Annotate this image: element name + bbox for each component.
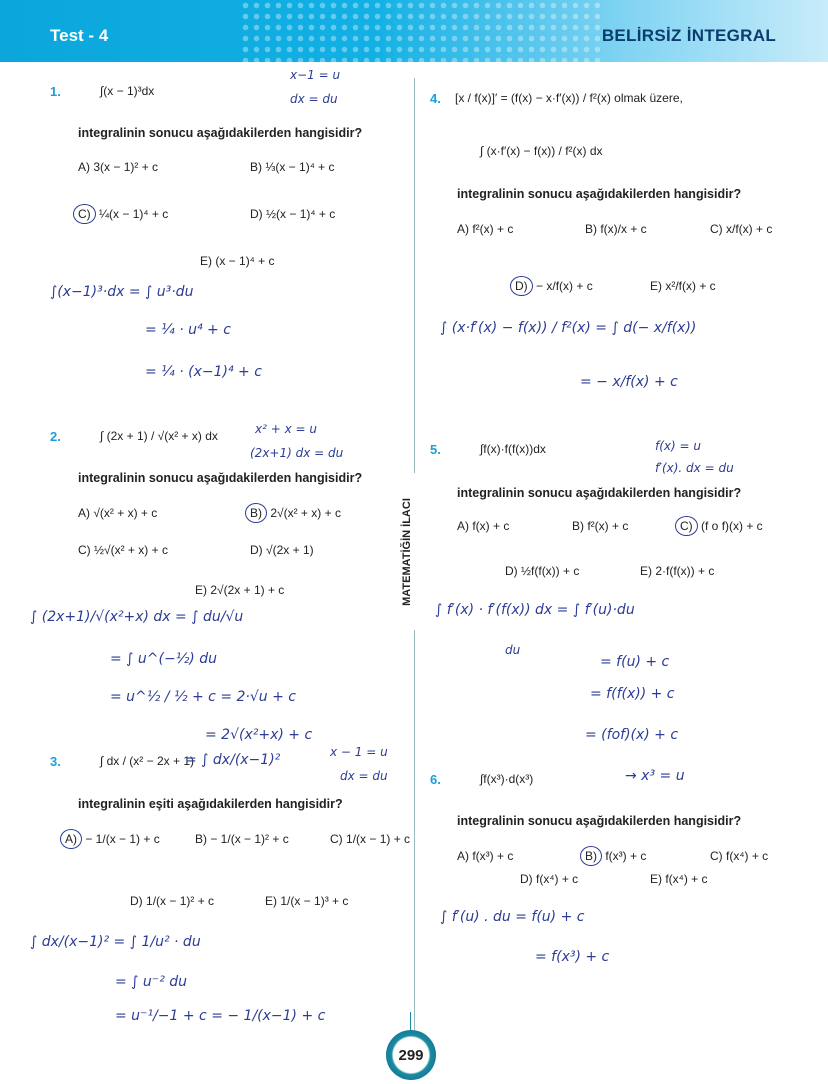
option-label: E) <box>200 254 212 268</box>
handwritten-note: = f(f(x)) + c <box>590 686 675 702</box>
answer-option-c[interactable] <box>78 207 168 221</box>
option-text: 3(x − 1)² + c <box>93 160 159 174</box>
option-text: √(2x + 1) <box>266 543 314 557</box>
option-text: 2·f(f(x)) + c <box>655 564 715 578</box>
option-text: ⅓(x − 1)⁴ + c <box>265 160 335 174</box>
question-stem: ∫(x − 1)³dx <box>100 84 155 98</box>
answer-option-d[interactable] <box>505 564 579 578</box>
answer-option-a[interactable] <box>457 222 513 236</box>
option-label: E) <box>195 583 207 597</box>
answer-option-b[interactable] <box>572 519 628 533</box>
option-text: f(x⁴) + c <box>665 872 708 886</box>
option-text: − x/f(x) + c <box>536 279 593 293</box>
header-dot-pattern <box>240 0 600 62</box>
option-text: (f o f)(x) + c <box>701 519 763 533</box>
question-stem: ∫ dx / (x² − 2x + 1) <box>100 754 194 768</box>
option-text: f(x⁴) + c <box>536 872 579 886</box>
option-label: D) <box>130 894 143 908</box>
question-stem: ∫ (2x + 1) / √(x² + x) dx <box>100 429 218 443</box>
option-label: D) <box>510 276 533 296</box>
handwritten-note: ∫ f′(x) · f′(f(x)) dx = ∫ f′(u)·du <box>435 602 635 618</box>
handwritten-note: dx = du <box>290 92 338 106</box>
handwritten-note: ∫ f′(u) . du = f(u) + c <box>440 909 585 925</box>
answer-option-e[interactable] <box>650 872 708 886</box>
handwritten-note: (2x+1) dx = du <box>250 446 344 460</box>
answer-option-e[interactable] <box>195 583 284 597</box>
option-text: ¼(x − 1)⁴ + c <box>99 207 169 221</box>
option-label: E) <box>265 894 277 908</box>
option-text: x/f(x) + c <box>726 222 773 236</box>
handwritten-note: = u⁻¹/−1 + c = − 1/(x−1) + c <box>115 1008 326 1024</box>
option-label: D) <box>505 564 518 578</box>
question-prompt: integralinin sonucu aşağıdakilerden hangisidir? <box>457 187 742 201</box>
answer-option-c[interactable] <box>710 849 768 863</box>
page-number: 299 <box>386 1030 436 1080</box>
question-stem: ∫f(x³)·d(x³) <box>480 772 534 786</box>
option-label: B) <box>250 160 262 174</box>
handwritten-note: = ¼ · (x−1)⁴ + c <box>145 364 262 380</box>
option-text: f(x³) + c <box>605 849 647 863</box>
answer-option-b[interactable] <box>250 160 335 174</box>
option-label: D) <box>250 207 263 221</box>
question-number: 3. <box>50 754 61 769</box>
answer-option-b[interactable] <box>585 222 647 236</box>
option-label: A) <box>457 222 469 236</box>
handwritten-note: x² + x = u <box>255 422 317 436</box>
option-text: − 1/(x − 1) + c <box>85 832 160 846</box>
answer-option-a[interactable] <box>65 832 160 846</box>
answer-option-d[interactable] <box>520 872 578 886</box>
answer-option-c[interactable] <box>78 543 168 557</box>
answer-option-b[interactable] <box>250 506 341 520</box>
handwritten-note: = u^½ / ½ + c = 2·√u + c <box>110 689 296 705</box>
answer-option-a[interactable] <box>457 519 509 533</box>
handwritten-note: = (fof)(x) + c <box>585 727 679 743</box>
handwritten-note: ∫(x−1)³·dx = ∫ u³·du <box>50 284 194 300</box>
handwritten-note: = ¼ · u⁴ + c <box>145 322 231 338</box>
handwritten-note: dx = du <box>340 769 388 783</box>
option-label: A) <box>60 829 82 849</box>
option-text: ½f(f(x)) + c <box>521 564 580 578</box>
option-label: E) <box>650 279 662 293</box>
answer-option-e[interactable] <box>200 254 275 268</box>
option-text: − 1/(x − 1)² + c <box>210 832 289 846</box>
option-label: E) <box>650 872 662 886</box>
option-label: A) <box>457 849 469 863</box>
question-prompt: integralinin eşiti aşağıdakilerden hangisidir? <box>78 797 343 811</box>
answer-option-d[interactable] <box>250 207 335 221</box>
option-text: 1/(x − 1) + c <box>346 832 411 846</box>
question-number: 1. <box>50 84 61 99</box>
option-text: f²(x) + c <box>587 519 629 533</box>
question-number: 4. <box>430 91 441 106</box>
option-label: C) <box>330 832 343 846</box>
option-label: E) <box>640 564 652 578</box>
option-label: C) <box>73 204 96 224</box>
handwritten-note: ∫ (2x+1)/√(x²+x) dx = ∫ du/√u <box>30 609 244 625</box>
option-text: f(x³) + c <box>472 849 514 863</box>
option-text: x²/f(x) + c <box>665 279 716 293</box>
question-stem: [x / f(x)]′ = (f(x) − x·f′(x)) / f²(x) olmak üzere, <box>455 91 683 105</box>
answer-option-c[interactable] <box>330 832 410 846</box>
handwritten-note: = f(x³) + c <box>535 949 610 965</box>
brand-logo-text: MATEMATİĞİN İLACI <box>401 498 413 606</box>
option-label: A) <box>457 519 469 533</box>
question-stem: ∫ (x·f′(x) − f(x)) / f²(x) dx <box>480 144 603 158</box>
handwritten-note: = 2√(x²+x) + c <box>205 727 313 743</box>
handwritten-note: = ∫ u⁻² du <box>115 974 188 990</box>
answer-option-a[interactable] <box>78 506 157 520</box>
option-text: 1/(x − 1)³ + c <box>280 894 349 908</box>
option-text: f(x)/x + c <box>600 222 647 236</box>
handwritten-note: x − 1 = u <box>330 745 388 759</box>
page-header <box>0 0 828 62</box>
question-number: 5. <box>430 442 441 457</box>
answer-option-d[interactable] <box>130 894 214 908</box>
answer-option-c[interactable] <box>680 519 763 533</box>
option-label: A) <box>78 160 90 174</box>
option-text: (x − 1)⁴ + c <box>215 254 275 268</box>
option-text: f²(x) + c <box>472 222 514 236</box>
option-label: C) <box>710 849 723 863</box>
option-label: A) <box>78 506 90 520</box>
question-prompt: integralinin sonucu aşağıdakilerden hangisidir? <box>78 471 363 485</box>
option-text: ½(x − 1)⁴ + c <box>266 207 336 221</box>
answer-option-e[interactable] <box>640 564 714 578</box>
page-number-stem <box>410 1012 411 1030</box>
topic-title: BELİRSİZ İNTEGRAL <box>601 26 776 45</box>
test-label: Test - 4 <box>50 26 109 45</box>
option-text: 2√(x² + x) + c <box>270 506 341 520</box>
answer-option-a[interactable] <box>457 849 513 863</box>
handwritten-note: = − x/f(x) + c <box>580 374 678 390</box>
question-prompt: integralinin sonucu aşağıdakilerden hangisidir? <box>78 126 363 140</box>
question-number: 2. <box>50 429 61 444</box>
option-label: B) <box>580 846 602 866</box>
handwritten-note: ∫ dx/(x−1)² = ∫ 1/u² · du <box>30 934 201 950</box>
answer-option-e[interactable] <box>650 279 716 293</box>
option-text: √(x² + x) + c <box>93 506 158 520</box>
handwritten-note: = ∫ u^(−½) du <box>110 651 217 667</box>
column-divider <box>414 78 415 473</box>
answer-option-a[interactable] <box>78 160 158 174</box>
answer-option-b[interactable] <box>195 832 289 846</box>
handwritten-note: f′(x). dx = du <box>655 461 734 475</box>
handwritten-note: ∫ (x·f′(x) − f(x)) / f²(x) = ∫ d(− x/f(x)) <box>440 320 697 336</box>
column-divider <box>414 630 415 1030</box>
question-number: 6. <box>430 772 441 787</box>
handwritten-note: du <box>505 643 521 657</box>
option-label: D) <box>250 543 263 557</box>
option-label: B) <box>195 832 207 846</box>
option-label: D) <box>520 872 533 886</box>
question-stem: ∫f(x)·f(f(x))dx <box>480 442 546 456</box>
answer-option-e[interactable] <box>265 894 348 908</box>
answer-option-d[interactable] <box>515 279 593 293</box>
handwritten-note: → x³ = u <box>625 768 685 784</box>
handwritten-note: = f(u) + c <box>600 654 670 670</box>
option-text: 2√(2x + 1) + c <box>210 583 285 597</box>
option-label: B) <box>585 222 597 236</box>
answer-option-d[interactable] <box>250 543 314 557</box>
answer-option-b[interactable] <box>585 849 646 863</box>
answer-option-c[interactable] <box>710 222 772 236</box>
option-text: f(x⁴) + c <box>726 849 769 863</box>
option-label: B) <box>572 519 584 533</box>
question-prompt: integralinin sonucu aşağıdakilerden hangisidir? <box>457 486 742 500</box>
handwritten-note: x−1 = u <box>290 68 341 82</box>
option-label: C) <box>78 543 91 557</box>
option-label: C) <box>710 222 723 236</box>
option-label: C) <box>675 516 698 536</box>
option-label: B) <box>245 503 267 523</box>
option-text: f(x) + c <box>472 519 510 533</box>
option-text: ½√(x² + x) + c <box>94 543 168 557</box>
handwritten-note: = ∫ dx/(x−1)² <box>185 752 281 768</box>
option-text: 1/(x − 1)² + c <box>146 894 215 908</box>
question-prompt: integralinin sonucu aşağıdakilerden hangisidir? <box>457 814 742 828</box>
handwritten-note: f(x) = u <box>655 439 701 453</box>
